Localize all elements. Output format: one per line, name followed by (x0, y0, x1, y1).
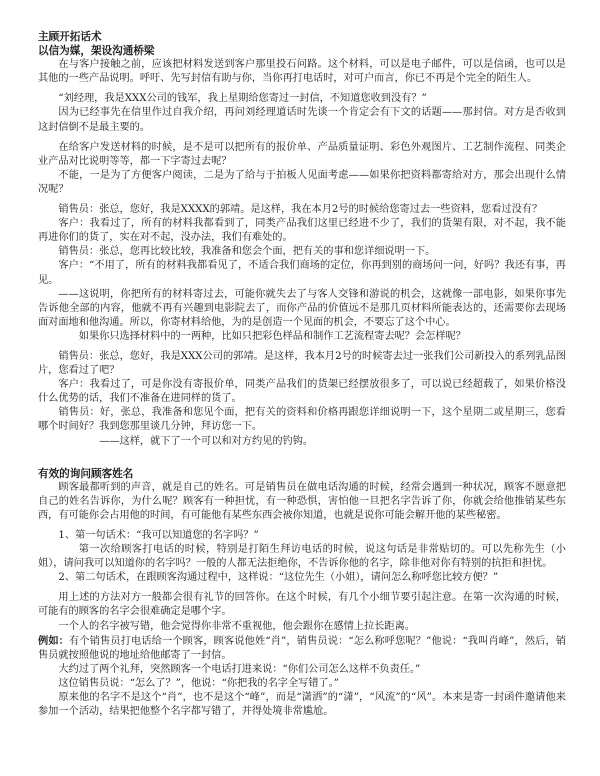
paragraph: 大约过了两个礼拜，突然顾客一个电话打进来说：“你们公司怎么这样不负责任。” (58, 663, 421, 675)
section-subtitle: 以信为媒，架设沟通桥梁 (38, 45, 155, 58)
dialogue-line: 销售员：张总，您再比较比较，我准备和您会个面，把有关的事和您详细说明一下。 (58, 246, 436, 258)
dialogue-line: 销售员：好，张总，我准备和您见个面，把有关的资料和价格再跟您详细说明一下，这个星期二或星期三，您看哪个时间好？我到您那里谈几分钟，拜访您一下。 (38, 407, 566, 433)
section-title: 有效的询问顾客姓名 (38, 467, 134, 480)
paragraph: 一个人的名字被写错，他会觉得你非常不重视他，他会跟你在感情上拉长距离。 (58, 620, 415, 632)
paragraph: 第一次给顾客打电话的时候，特别是打陌生拜访电话的时候，说这句话是非常贴切的。可以先称先生（小姐），请问我可以知道你的名字吗？一般的人都无法拒绝你，不告诉你他的名字，除非他对你有特别的抗拒和担忧。 (38, 544, 566, 570)
quote: “刘经理，我是XXX公司的钱军，我上星期给您寄过一封信，不知道您收到没有？” (58, 93, 427, 105)
paragraph: ——这说明，你把所有的材料寄过去，可能你就失去了与客人交锋和游说的机会，这就像一部电影，如果你事先告诉他全部的内容，他就不再有兴趣到电影院去了，而你产品的价值远不是那几页材料所能表达的，还需要你去现场面对面地和他沟通。所以，你寄材料给他，为的是创造一个见面的机会，不要忘了这个中心。 (38, 288, 566, 328)
section-title: 主顾开拓话术 (38, 31, 102, 43)
example-label: 例如： (38, 634, 70, 647)
paragraph: 在与客户接触之前，应该把材料发送到客户那里投石问路。这个材料，可以是电子邮件，可以是信函，也可以是其他的一些产品说明。呼吁、先写封信有助与你，当你再打电话时，对可户而言，你已不再是个完全的陌生人。 (38, 59, 566, 85)
dialogue-line: 销售员：张总，您好，我是XXX公司的郭靖。是这样，我本月2号的时候寄去过一张我们公司新投入的系列乳品图片，您看过了吧？ (38, 350, 566, 377)
example-paragraph (38, 634, 566, 663)
dialogue-line: 客户：“不用了，所有的材料我都看见了，不适合我们商场的定位，你再到别的商场问一问，好吗？我还有事，再见。 (38, 260, 566, 286)
paragraph: 在给客户发送材料的时候，是不是可以把所有的报价单、产品质量证明、彩色外观图片、工艺制作流程、同类企业产品对比说明等等，都一下字寄过去呢？ (38, 141, 566, 167)
paragraph: 顾客最都听到的声音，就是自己的姓名。可是销售员在做电话沟通的时候，经常会遇到一种状况，顾客不愿意把自己的姓名告诉你，为什么呢？顾客有一种担忧，有一种恐惧，害怕他一旦把名字告诉了你，你就会给他推销某些东西，有可能你会占用他的时间，有可能他有某些东西会被你知道，也就是说你可能会解开他的某些秘密。 (38, 481, 566, 521)
list-item: 2、第二句话术，在跟顾客沟通过程中，这样说：“这位先生（小姐），请问怎么称呼您比较方便？” (58, 572, 499, 584)
paragraph: ——这样，就下了一个可以和对方约见的钓钩。 (99, 435, 314, 447)
paragraph: 如果你只选择材料中的一两种，比如只把彩色样品和制作工艺流程寄去呢？会怎样呢？ (78, 330, 466, 342)
dialogue-line: 客户：我看过了，所有的材料我都看到了，同类产品我们这里已经进不少了，我们的货架有限，对不起，我不能再进你们的货了，实在对不起，没办法，我们有难处的。 (38, 218, 566, 244)
paragraph: 这位销售员说：“怎么了？”，他说：“你把我的名字全写错了。” (58, 677, 339, 689)
dialogue-line: 销售员：张总，您好，我是XXXX的郭靖。是这样，我在本月2号的时候给您寄过去一些资料，您看过没有？ (58, 204, 543, 216)
dialogue-line: 客户：我看过了，可是你没有寄报价单，同类产品我们的货架已经摆放很多了，可以说已经超载了，如果价格没什么优势的话，我们不准备在进同样的货了。 (38, 379, 566, 405)
paragraph: 用上述的方法对方一般都会很有礼节的回答你。在这个时候，有几个小细节要引起注意。在第一次沟通的时候，可能有的顾客的名字会很难确定是哪个字。 (38, 592, 566, 618)
example-text: 有个销售员打电话给一个顾客，顾客说他姓“肖”，销售员说：“怎么称呼您呢？”他说：“我叫肖峰”，然后，销售员就按照他说的地址给他邮寄了一封信。 (38, 635, 567, 661)
paragraph: 不能，一是为了方便客户阅读，二是为了给与于拍板人见面考虑——如果你把资料都寄给对方，那会出现什么情况呢？ (38, 169, 566, 195)
paragraph: 原来他的名字不是这个“肖”，也不是这个“峰”，而是“潇洒”的“潇”，“风流”的“风”。本来是寄一封函件邀请他来参加一个活动，结果把他整个名字都写错了，并得处境非常尴尬。 (38, 692, 566, 718)
paragraph: 因为已经事先在信里作过自我介绍，再问刘经理道话时先谈一个肯定会有下文的话题——那封信。对方是否收到这封信倒不是最主要的。 (38, 107, 566, 133)
list-item: 1、第一句话术：“我可以知道您的名字吗？” (58, 530, 259, 541)
